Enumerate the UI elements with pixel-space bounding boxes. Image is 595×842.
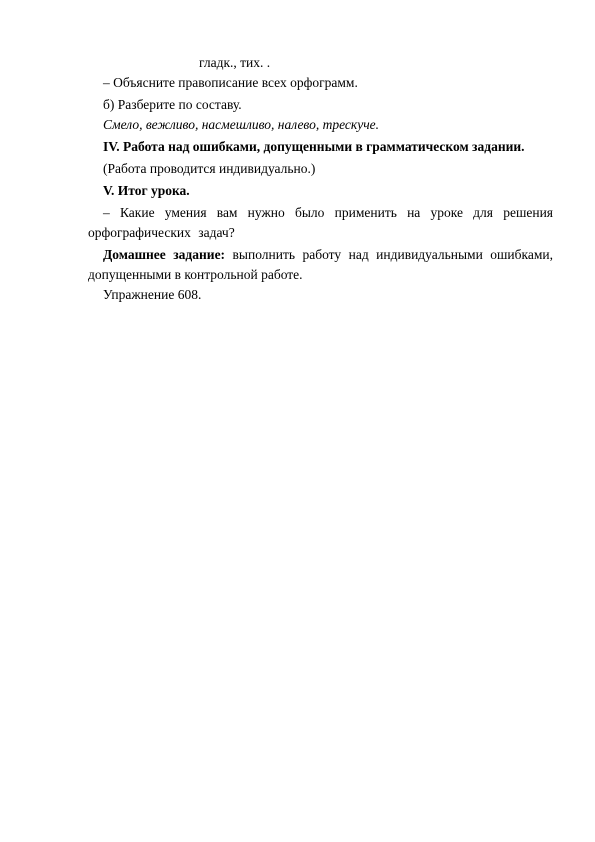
section-v-title: V. Итог урока.	[103, 183, 190, 198]
words-list: Смело, вежливо, насмешливо, налево, трескуче.	[103, 117, 380, 132]
homework-label: Домашнее задание:	[103, 247, 226, 262]
exercise-line: Упражнение 608.	[103, 287, 202, 302]
summary-question: – Какие умения вам нужно было применить на уроке для решения орфографических задач?	[88, 205, 553, 240]
homework-text: выполнить работу над индивидуальными ошибками, допущенными в контрольной работе.	[88, 247, 553, 282]
document-body	[88, 53, 553, 305]
section-iv-note: (Работа проводится индивидуально.)	[103, 161, 316, 176]
explain-instruction: – Объясните правописание всех орфограмм.	[103, 75, 358, 90]
word-fragment-line: гладк., тих. .	[199, 55, 271, 70]
section-iv-title: IV. Работа над ошибками, допущенными в грамматическом задании.	[103, 139, 525, 154]
parse-instruction: б) Разберите по составу.	[103, 97, 242, 112]
homework-paragraph	[88, 245, 553, 285]
